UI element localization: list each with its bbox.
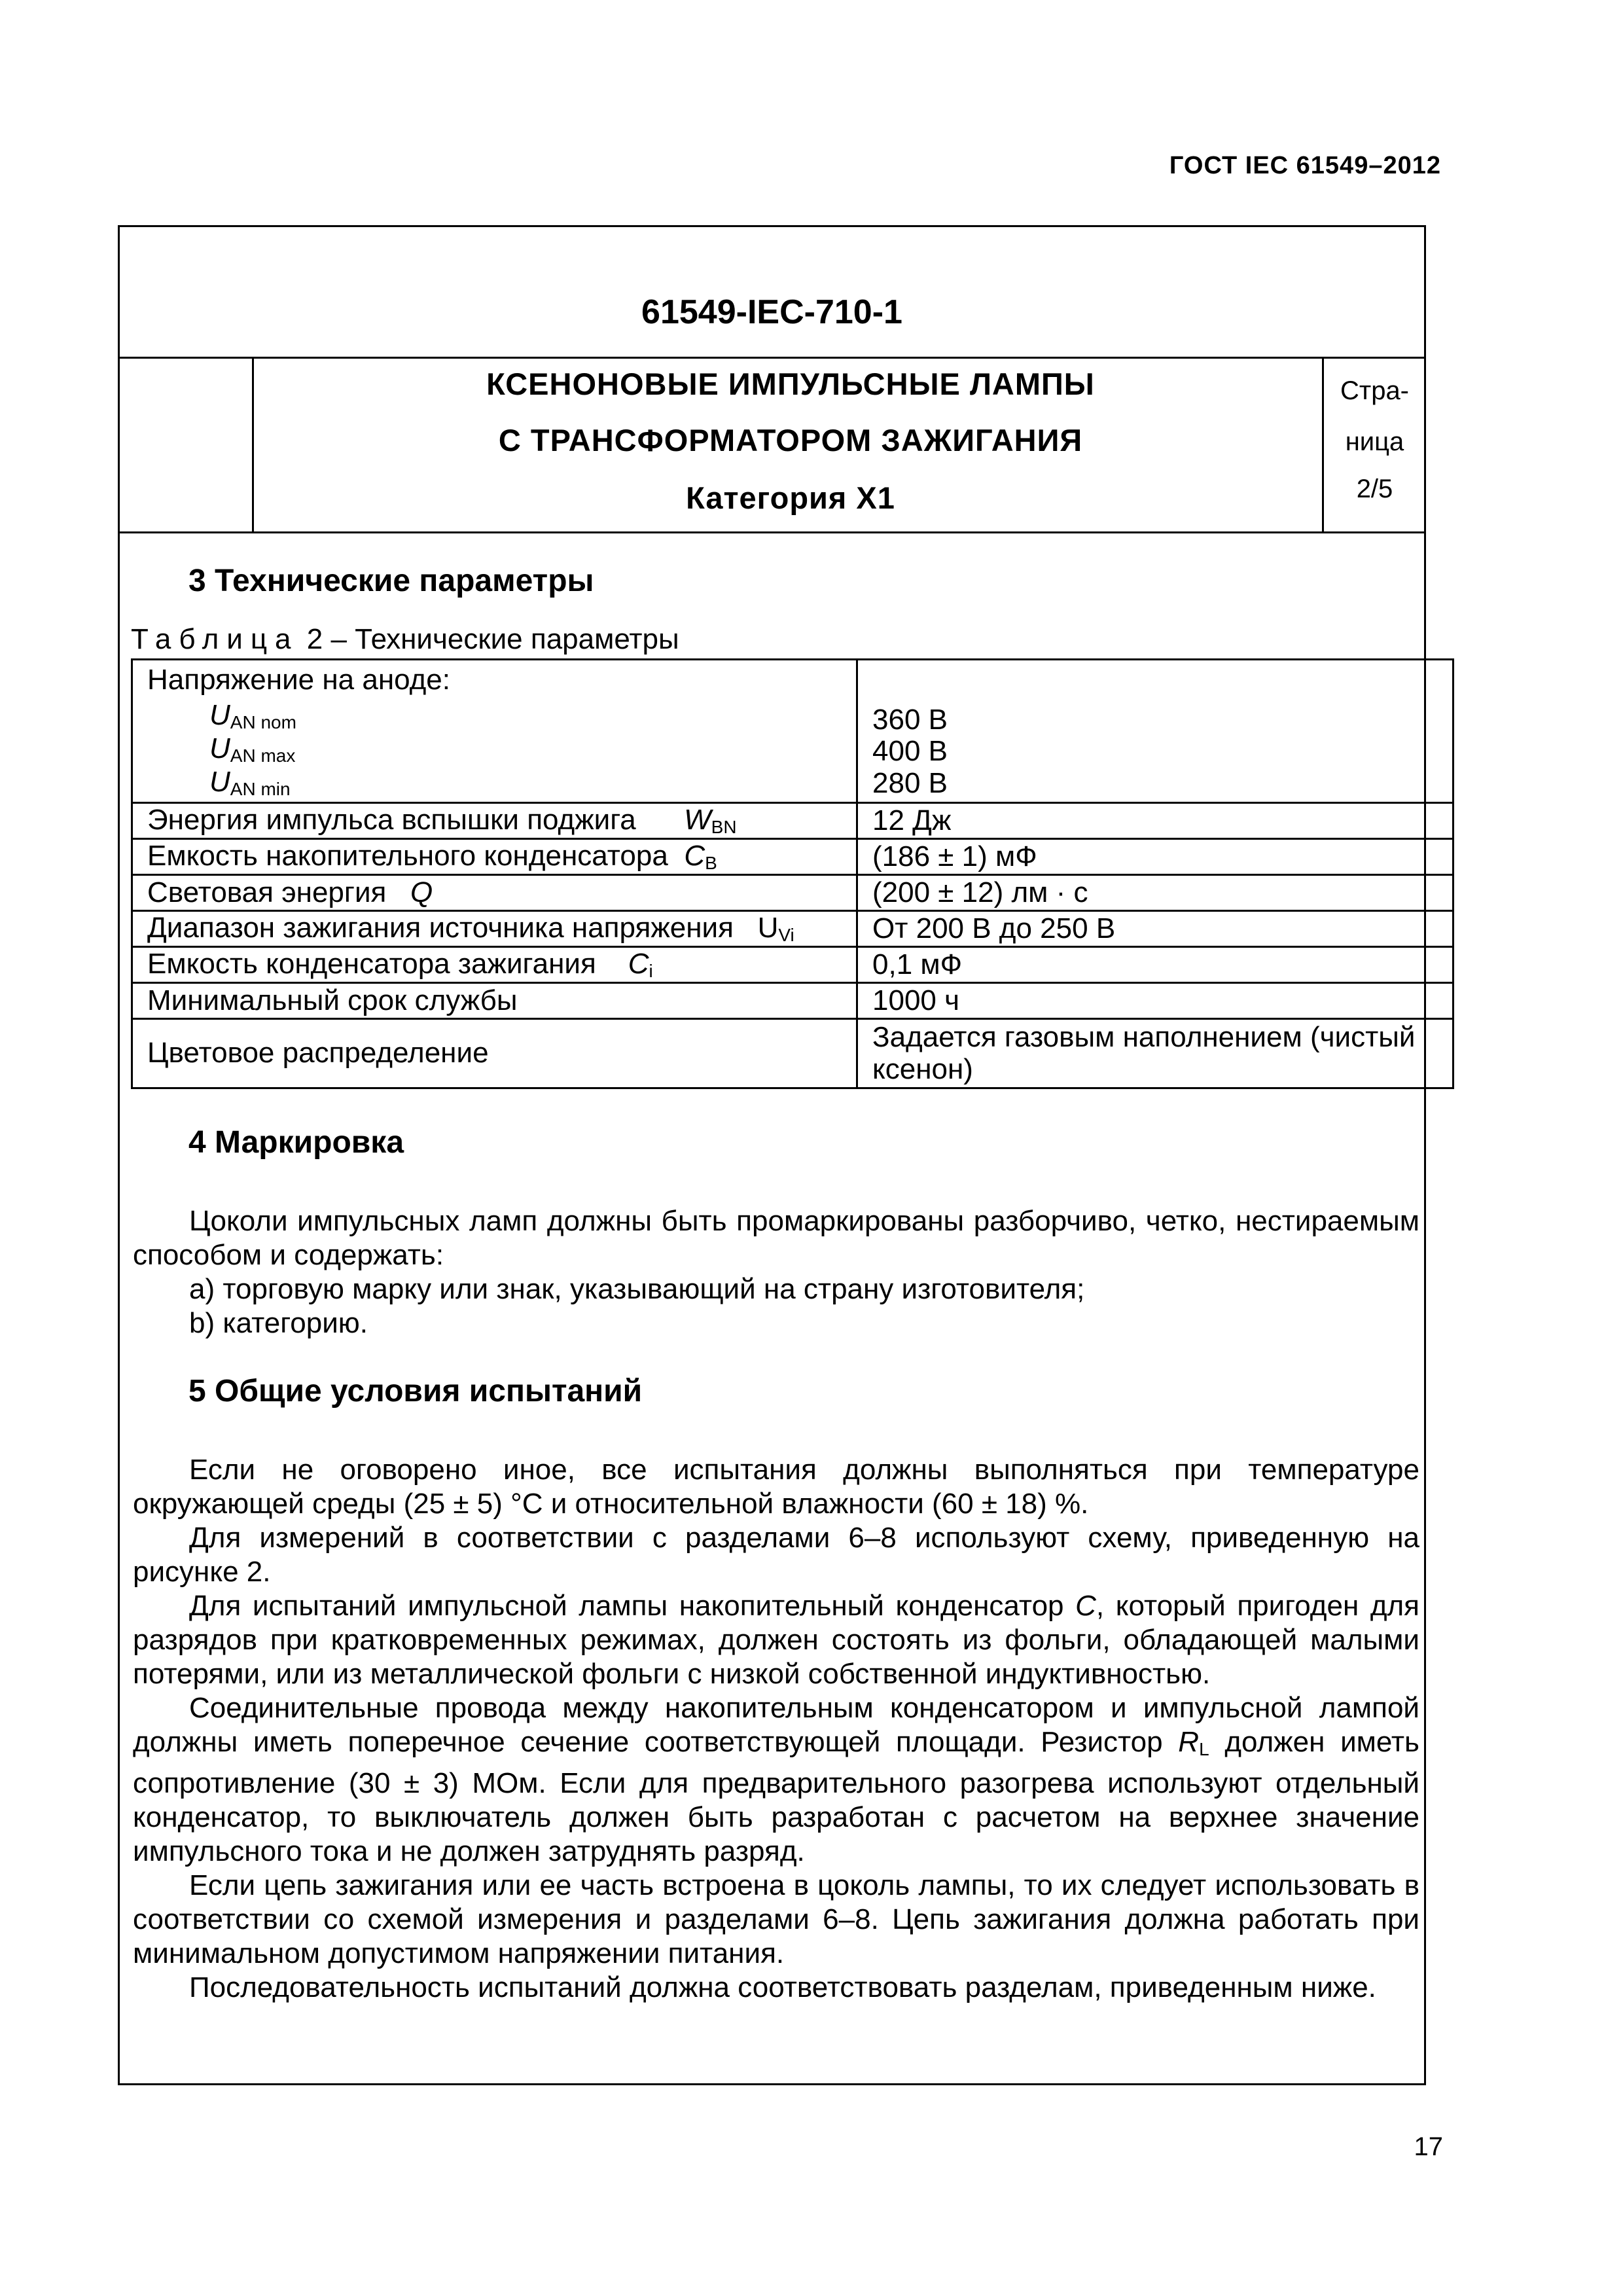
table-row: Диапазон зажигания источника напряжения $U_{Vi}$ От 200 В до 250 В	[132, 911, 1454, 947]
table-row: Минимальный срок службы 1000 ч	[132, 983, 1454, 1019]
sheet-title-line1: КСЕНОНОВЫЕ ИМПУЛЬСНЫЕ ЛАМПЫ	[486, 367, 1095, 401]
param-value: 360 В	[872, 703, 948, 736]
table-row: Энергия импульса вспышки поджига $W_{BN}$ 12 Дж	[132, 803, 1454, 839]
table-row: Световая энергия Q (200 ± 12) лм · с	[132, 875, 1454, 911]
table-row: Напряжение на аноде: $U_{AN nom}$ $U_{AN max}$ $U_{AN min}$ 360 В 400 В 280 В	[132, 660, 1454, 803]
page-value: 2/5	[1356, 475, 1393, 503]
table-row: Емкость конденсатора зажигания $C_i$ 0,1 мФ	[132, 947, 1454, 983]
param-value: От 200 В до 250 В	[857, 911, 1454, 947]
section4-text: Цоколи импульсных ламп должны быть промаркированы разборчиво, четко, нестираемым способом и содержать: a) торговую марку или знак, указывающий на страну изготовителя; b) категорию.	[133, 1205, 1419, 1339]
param-value: (186 ± 1) мФ	[857, 839, 1454, 875]
param-value: (200 ± 12) лм · с	[857, 875, 1454, 911]
sheet-code: 61549-IEC-710-1	[641, 293, 902, 331]
parameters-table	[131, 658, 1454, 1089]
page-number: 17	[1414, 2132, 1443, 2161]
section5-text: Если не оговорено иное, все испытания должны выполняться при температуре окружающей среды (25 ± 5) °С и относительной влажности (60 ± 18) %. Для измерений в соответствии с разделами 6–8 используют схему, приведенную на рисунке 2. Для испытаний импульсной лампы накопительный конденсатор C, который пригоден для разрядов при кратковременных режимах, должен состоять из фольги, обладающей малыми потерями, или из металлической фольги с низкой собственной индуктивностью. Соединительные провода между накопительным конденсатором и импульсной лампой должны иметь поперечное сечение соответствующей площади. Резистор $R_L$ должен иметь сопротивление (30 ± 3) МОм. Если для предварительного разогрева используют отдельный конденсатор, то выключатель должен быть разработан с расчетом на верхнее значение импульсного тока и не должен затруднять разряд. Если цепь зажигания или ее часть встроена в цоколь лампы, то их следует использовать в соответствии со схемой измерения и разделами 6–8. Цепь зажигания должна работать при минимальном допустимом напряжении питания. Последовательность испытаний должна соответствовать разделам, приведенным ниже.	[133, 1454, 1420, 2003]
param-value: 12 Дж	[857, 803, 1454, 839]
param-label: Напряжение на аноде:	[147, 664, 450, 696]
header-divider-top	[120, 357, 1424, 359]
param-value: 280 В	[872, 766, 948, 799]
page-label-1: Стра-	[1340, 376, 1410, 405]
section4-heading: 4 Маркировка	[188, 1125, 404, 1160]
sheet-category: Категория X1	[686, 480, 895, 515]
table-caption: Таблица 2 – Технические параметры	[131, 623, 679, 655]
table-row: Емкость накопительного конденсатора $C_B$ (186 ± 1) мФ	[132, 839, 1454, 875]
header-divider-bottom	[120, 531, 1424, 533]
param-value: 1000 ч	[857, 983, 1454, 1019]
section3-heading: 3 Технические параметры	[188, 564, 594, 598]
param-value: 400 В	[872, 735, 948, 768]
sheet-title-line2: С ТРАНСФОРМАТОРОМ ЗАЖИГАНИЯ	[498, 423, 1083, 457]
page-label-2: ница	[1345, 427, 1404, 456]
section5-heading: 5 Общие условия испытаний	[188, 1374, 643, 1408]
standard-designation: ГОСТ IEC 61549–2012	[1169, 152, 1441, 179]
table-row: Цветовое распределение Задается газовым наполнением (чистый ксенон)	[132, 1019, 1454, 1088]
param-value: 0,1 мФ	[857, 947, 1454, 983]
param-value: Задается газовым наполнением (чистый ксенон)	[857, 1019, 1454, 1088]
